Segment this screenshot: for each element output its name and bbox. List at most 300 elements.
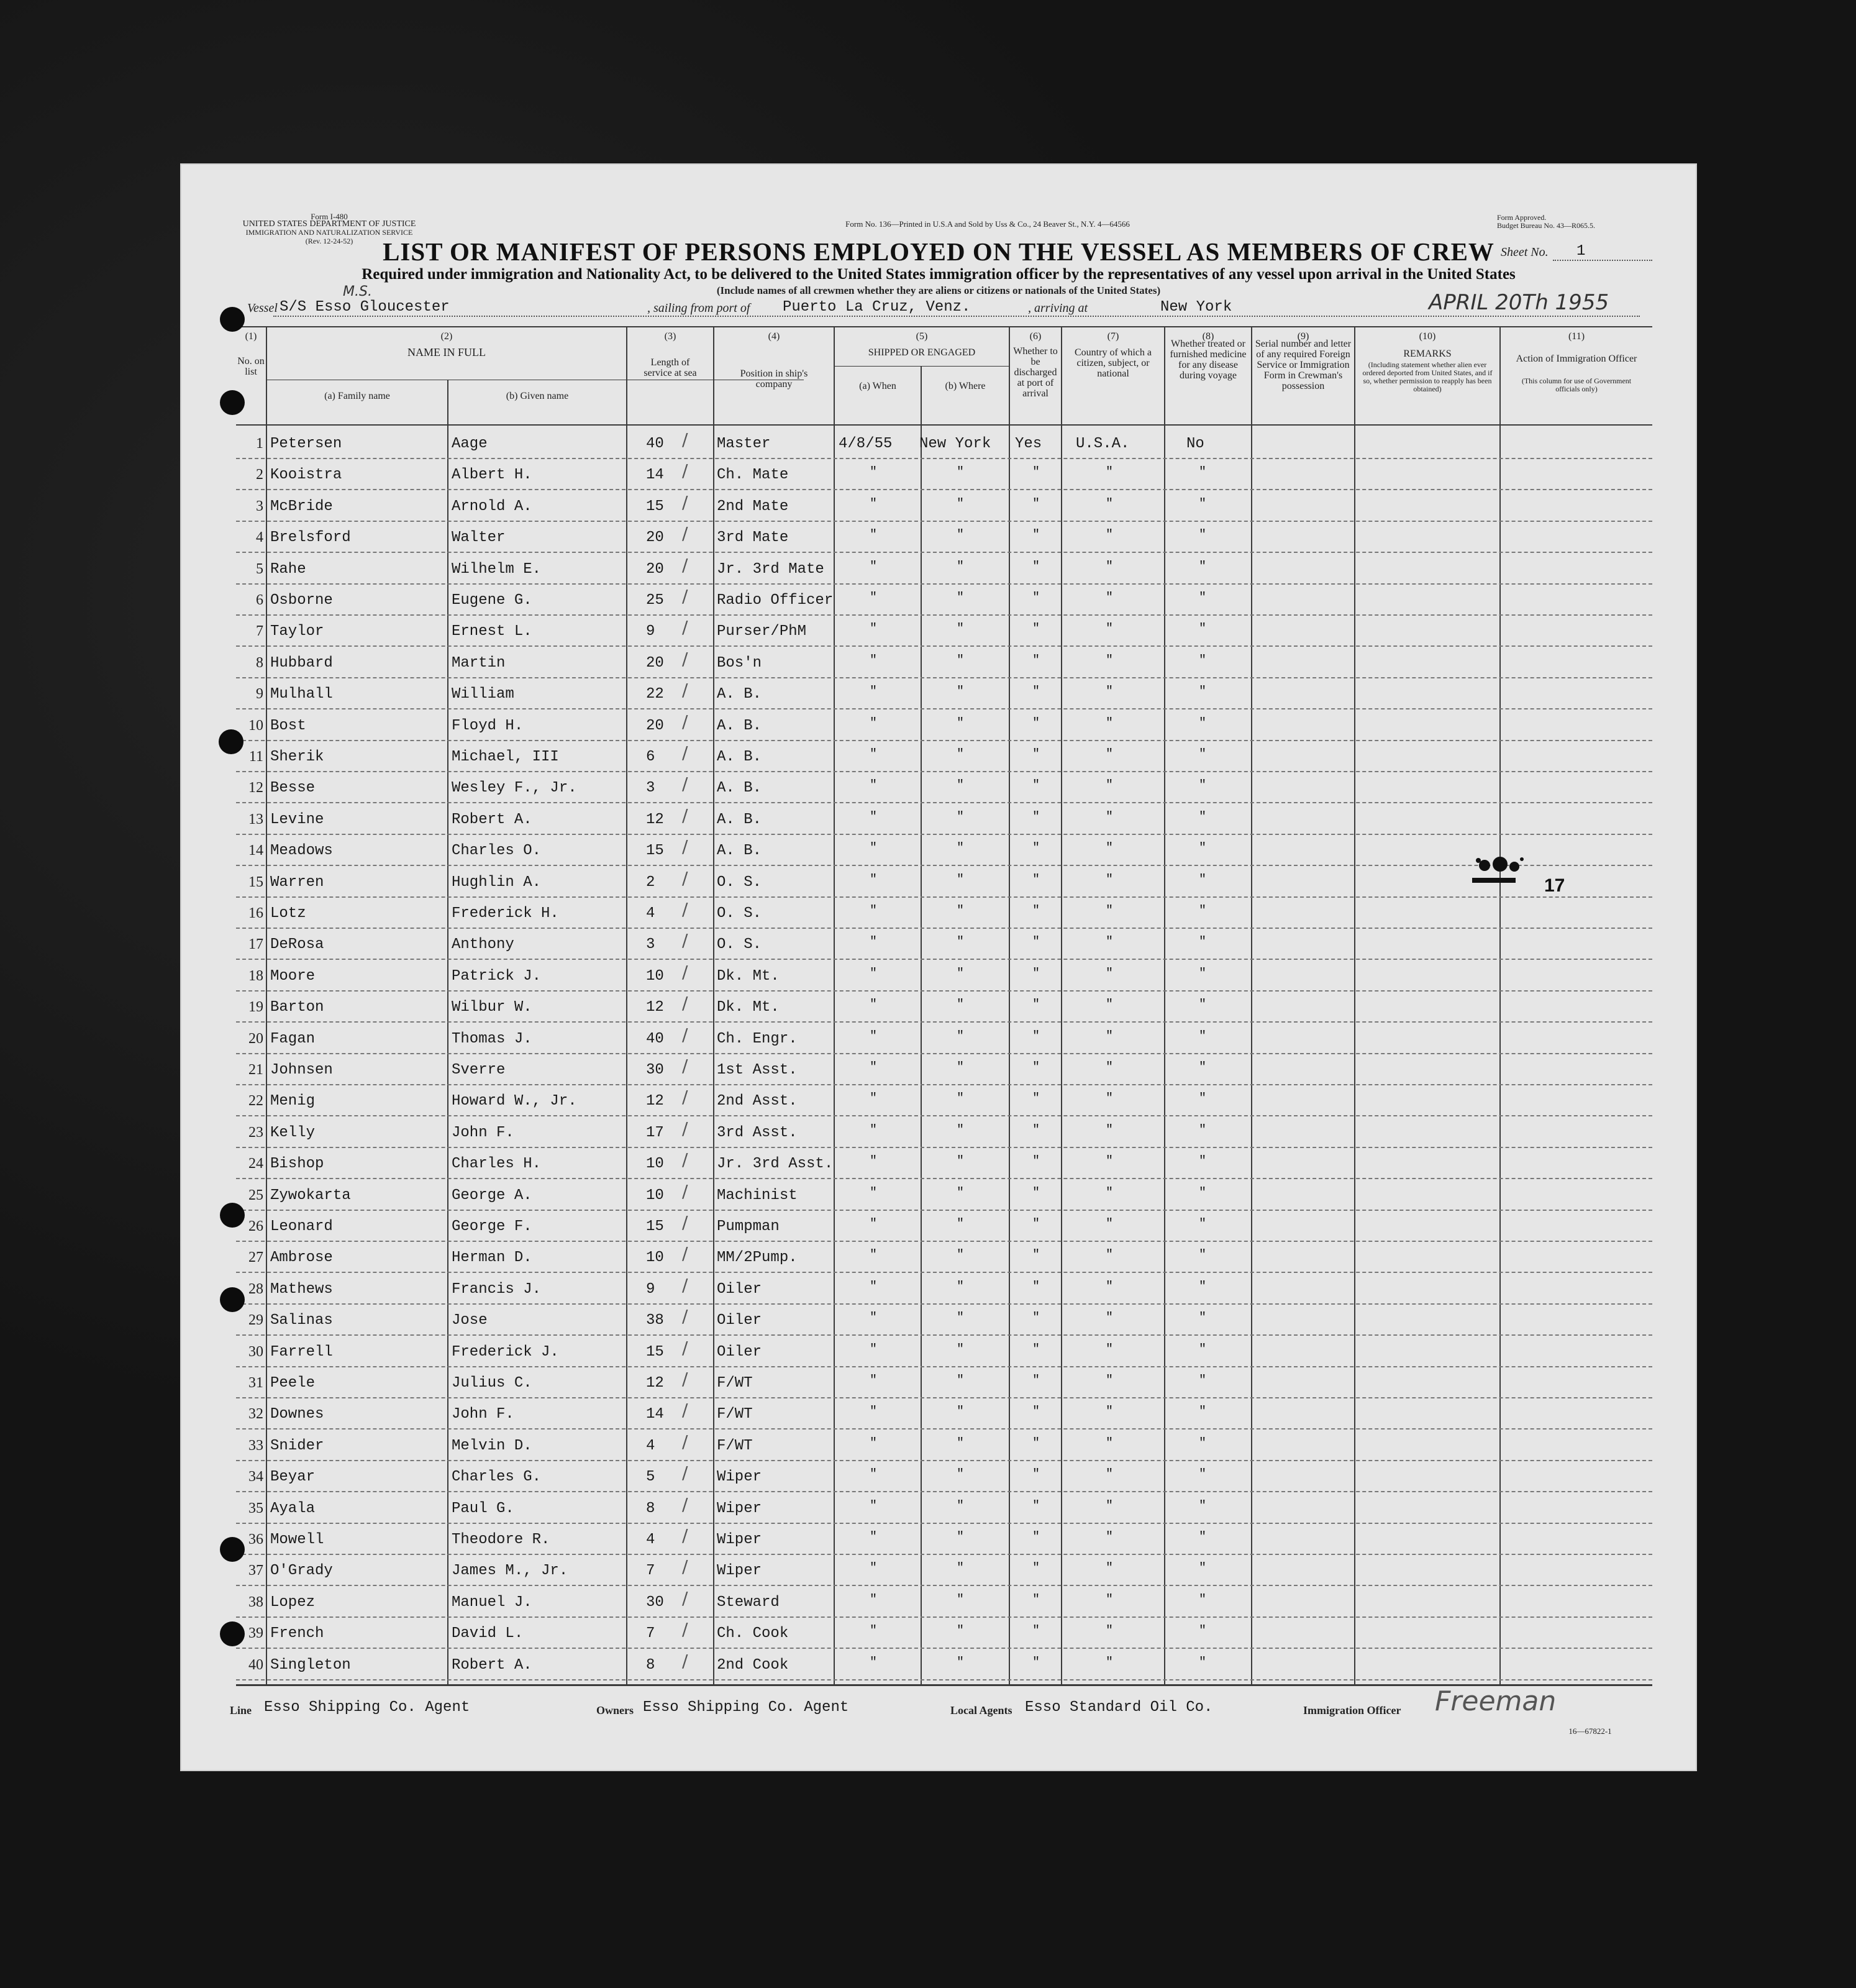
family-name: Singleton (270, 1656, 351, 1674)
manifest-title: LIST OR MANIFEST OF PERSONS EMPLOYED ON THE VESSEL AS MEMBERS OF CREW (383, 237, 1494, 266)
ditto-mark: " (1199, 998, 1207, 1013)
service-years: 4 (646, 1531, 655, 1548)
form-code: 16—67822-1 (1568, 1726, 1612, 1736)
ditto-mark: " (1106, 778, 1114, 793)
given-name: Robert A. (452, 1656, 532, 1674)
ditto-mark: " (1032, 528, 1040, 543)
ditto-mark: " (870, 1405, 878, 1420)
service-years: 15 (646, 1218, 664, 1235)
col-divider-3 (713, 326, 714, 1684)
row-number: 20 (248, 1030, 263, 1047)
service-years: 3 (646, 780, 655, 797)
col-divider-9 (1354, 326, 1355, 1684)
row-number: 7 (256, 623, 263, 640)
check-tick: / (682, 648, 688, 669)
ditto-mark: " (1199, 1655, 1207, 1670)
row-rule (236, 740, 1652, 741)
family-name: French (270, 1625, 324, 1643)
row-number: 29 (248, 1312, 263, 1329)
vessel-name: S/S Esso Gloucester (280, 299, 450, 316)
discharged: Yes (1015, 435, 1042, 452)
ditto-mark: " (1106, 1311, 1114, 1326)
ditto-mark: " (1032, 496, 1040, 511)
ditto-mark: " (1106, 1655, 1114, 1670)
row-rule (236, 1147, 1652, 1148)
check-tick: / (682, 1056, 688, 1076)
ditto-mark: " (1106, 1185, 1114, 1200)
check-tick: / (682, 1462, 688, 1484)
row-number: 2 (256, 467, 263, 483)
row-rule (236, 1053, 1652, 1054)
given-name: Michael, III (452, 749, 559, 765)
col-1-number: (1) (245, 331, 257, 342)
check-tick: / (682, 429, 688, 450)
stamp-mark (1466, 853, 1534, 896)
ditto-mark: " (1106, 528, 1114, 543)
ditto-mark: " (957, 872, 965, 887)
ditto-mark: " (1199, 1342, 1207, 1357)
ditto-mark: " (1106, 465, 1114, 480)
ditto-mark: " (1106, 747, 1114, 762)
stamp-number: 17 (1544, 875, 1565, 896)
ditto-mark: " (1032, 872, 1040, 887)
family-name: Lopez (270, 1594, 316, 1611)
given-name: Francis J. (452, 1280, 542, 1298)
col-2a-header: (a) Family name (324, 391, 390, 401)
table-top-border (236, 326, 1652, 327)
ditto-mark: " (1032, 1374, 1040, 1388)
ship-position: 2nd Mate (717, 498, 789, 515)
service-years: 12 (646, 1093, 664, 1110)
row-number: 35 (248, 1500, 263, 1516)
ditto-mark: " (1032, 998, 1040, 1013)
ditto-mark: " (957, 1154, 965, 1169)
col-4-header: Position in ship's company (740, 368, 808, 390)
ditto-mark: " (957, 998, 965, 1013)
arrival-date: APRIL 20Th 1955 (1429, 290, 1609, 315)
service-years: 5 (646, 1469, 655, 1486)
ditto-mark: " (957, 1248, 965, 1263)
family-name: Kooistra (270, 467, 342, 484)
row-number: 40 (248, 1656, 263, 1673)
row-number: 3 (256, 498, 263, 514)
ditto-mark: " (1199, 904, 1207, 918)
ditto-mark: " (1032, 1405, 1040, 1420)
ditto-mark: " (1199, 1498, 1207, 1513)
family-name: Bost (270, 717, 306, 734)
ditto-mark: " (1106, 559, 1114, 574)
given-name: Albert H. (452, 467, 532, 484)
row-number: 13 (248, 811, 263, 828)
ship-position: O. S. (717, 905, 762, 922)
row-rule (236, 521, 1652, 522)
row-number: 36 (248, 1531, 263, 1548)
row-number: 16 (248, 905, 263, 921)
ditto-mark: " (1106, 716, 1114, 731)
ditto-mark: " (1032, 904, 1040, 918)
ditto-mark: " (1199, 653, 1207, 668)
ditto-mark: " (1106, 1123, 1114, 1138)
ditto-mark: " (957, 1592, 965, 1607)
row-rule (236, 1272, 1652, 1273)
row-number: 21 (248, 1062, 263, 1078)
local-agents-label: Local Agents (950, 1704, 1012, 1717)
service-years: 20 (646, 717, 664, 734)
ditto-mark: " (1106, 1436, 1114, 1451)
ditto-mark: " (1032, 1248, 1040, 1263)
row-number: 31 (248, 1375, 263, 1391)
ditto-mark: " (1199, 465, 1207, 480)
given-name: Robert A. (452, 811, 532, 828)
ditto-mark: " (1032, 1561, 1040, 1576)
ditto-mark: " (870, 1436, 878, 1451)
given-name: Jose (452, 1312, 488, 1329)
ditto-mark: " (870, 496, 878, 511)
row-rule (236, 1303, 1652, 1305)
check-tick: / (682, 1149, 688, 1170)
service-years: 40 (646, 435, 664, 452)
row-number: 15 (248, 873, 263, 890)
check-tick: / (682, 930, 688, 951)
ditto-mark: " (957, 716, 965, 731)
agency-line-2: IMMIGRATION AND NATURALIZATION SERVICE (245, 228, 413, 237)
given-name: Wilbur W. (452, 999, 532, 1016)
check-tick: / (682, 1180, 688, 1201)
given-name: George F. (452, 1218, 532, 1235)
row-rule (236, 928, 1652, 929)
check-tick: / (682, 1243, 688, 1264)
ditto-mark: " (1199, 872, 1207, 887)
ditto-mark: " (1199, 1154, 1207, 1169)
ditto-mark: " (1032, 935, 1040, 950)
row-rule (236, 1523, 1652, 1524)
row-rule (236, 1554, 1652, 1555)
row-rule (236, 614, 1652, 616)
ditto-mark: " (957, 1498, 965, 1513)
ditto-mark: " (1106, 1561, 1114, 1576)
row-rule (236, 834, 1652, 835)
row-number: 10 (248, 717, 263, 734)
service-years: 17 (646, 1124, 664, 1141)
ditto-mark: " (1032, 1279, 1040, 1294)
check-tick: / (682, 1369, 688, 1389)
row-rule (236, 645, 1652, 647)
row-number: 33 (248, 1437, 263, 1454)
family-name: DeRosa (270, 936, 324, 954)
ditto-mark: " (957, 465, 965, 480)
vessel-annotation: M.S. (343, 284, 372, 299)
ship-position: Machinist (717, 1187, 798, 1204)
family-name: Beyar (270, 1469, 316, 1486)
ditto-mark: " (1106, 841, 1114, 856)
ditto-mark: " (1032, 778, 1040, 793)
family-name: Bishop (270, 1156, 324, 1173)
row-number: 22 (248, 1093, 263, 1110)
printer-note: Form No. 136—Printed in U.S.A and Sold by Uss & Co., 24 Beaver St., N.Y. 4—64566 (845, 219, 1130, 229)
ditto-mark: " (870, 622, 878, 637)
given-name: Sverre (452, 1062, 506, 1078)
col-5b-header: (b) Where (945, 381, 986, 391)
arriving-label: , arriving at (1028, 301, 1088, 315)
given-name: Aage (452, 435, 488, 452)
given-name: Frederick H. (452, 905, 559, 922)
ditto-mark: " (1032, 1060, 1040, 1075)
ditto-mark: " (1199, 622, 1207, 637)
given-name: Eugene G. (452, 592, 532, 609)
col-7-header: Country of which a citizen, subject, or national (1075, 347, 1152, 379)
col-10-number: (10) (1419, 331, 1436, 342)
manifest-subtitle: Required under immigration and Nationality Act, to be delivered to the United States immigration officer by the representatives of any vessel upon arrival in the United States (362, 266, 1516, 283)
service-years: 15 (646, 1343, 664, 1361)
ditto-mark: " (957, 809, 965, 824)
given-name: David L. (452, 1625, 524, 1643)
service-years: 22 (646, 686, 664, 703)
ditto-mark: " (1106, 1624, 1114, 1639)
check-tick: / (682, 1087, 688, 1108)
line-label: Line (230, 1704, 252, 1717)
ditto-mark: " (1032, 1592, 1040, 1607)
col-6-header: Whether to be discharged at port of arrival (1013, 346, 1058, 399)
row-rule (236, 865, 1652, 866)
immigration-officer-signature: Freeman (1435, 1685, 1557, 1717)
approval-line-1: Form Approved. (1497, 213, 1547, 222)
given-name: John F. (452, 1406, 514, 1423)
family-name: Rahe (270, 560, 306, 578)
row-number: 17 (248, 936, 263, 953)
family-name: Mathews (270, 1280, 333, 1298)
ditto-mark: " (1106, 998, 1114, 1013)
manifest-note: (Include names of all crewmen whether they are aliens or citizens or nationals of the United States) (716, 285, 1161, 296)
given-name: Julius C. (452, 1375, 532, 1392)
ditto-mark: " (957, 1029, 965, 1044)
ditto-mark: " (1199, 1530, 1207, 1544)
given-name: Manuel J. (452, 1594, 532, 1611)
col-8-header: Whether treated or furnished medicine for any disease during voyage (1170, 339, 1247, 381)
col-divider-2 (626, 326, 627, 1684)
check-tick: / (682, 554, 688, 575)
ditto-mark: " (1032, 966, 1040, 981)
ditto-mark: " (1199, 1279, 1207, 1294)
family-name: Barton (270, 999, 324, 1016)
check-tick: / (682, 899, 688, 919)
check-tick: / (682, 1650, 688, 1671)
ditto-mark: " (1199, 1123, 1207, 1138)
row-number: 8 (256, 654, 263, 671)
service-years: 15 (646, 842, 664, 860)
row-rule (236, 1084, 1652, 1085)
ditto-mark: " (1032, 591, 1040, 605)
row-rule (236, 1366, 1652, 1367)
family-name: O'Grady (270, 1562, 333, 1580)
ditto-mark: " (1199, 1624, 1207, 1639)
ditto-mark: " (1032, 1342, 1040, 1357)
ditto-mark: " (957, 591, 965, 605)
check-tick: / (682, 1431, 688, 1452)
ditto-mark: " (957, 1342, 965, 1357)
service-years: 10 (646, 1187, 664, 1204)
family-name: Sherik (270, 749, 324, 765)
ditto-mark: " (1032, 1655, 1040, 1670)
given-name: John F. (452, 1124, 514, 1141)
citizenship-country: U.S.A. (1076, 435, 1130, 452)
ditto-mark: " (1199, 1467, 1207, 1482)
ditto-mark: " (1032, 1624, 1040, 1639)
ditto-mark: " (870, 1154, 878, 1169)
check-tick: / (682, 617, 688, 638)
ditto-mark: " (1199, 1217, 1207, 1231)
vessel-label: Vessel (247, 301, 278, 315)
ship-position: A. B. (717, 686, 762, 703)
col-4-number: (4) (768, 331, 780, 342)
col-2-header: NAME IN FULL (407, 346, 486, 358)
col-9-number: (9) (1297, 331, 1309, 342)
ditto-mark: " (870, 1374, 878, 1388)
ship-position: 3rd Mate (717, 529, 789, 547)
service-years: 12 (646, 999, 664, 1016)
ditto-mark: " (1199, 559, 1207, 574)
ditto-mark: " (1032, 465, 1040, 480)
given-name: Herman D. (452, 1249, 532, 1267)
col-2-number: (2) (440, 331, 453, 342)
ditto-mark: " (870, 1655, 878, 1670)
ditto-mark: " (870, 653, 878, 668)
ditto-mark: " (1199, 809, 1207, 824)
row-number: 37 (248, 1562, 263, 1579)
given-name: Anthony (452, 936, 514, 954)
ditto-mark: " (1199, 496, 1207, 511)
check-tick: / (682, 742, 688, 763)
check-tick: / (682, 680, 688, 701)
immigration-officer-label: Immigration Officer (1303, 1704, 1401, 1717)
ditto-mark: " (1032, 622, 1040, 637)
ditto-mark: " (1199, 716, 1207, 731)
col-10-note: (Including statement whether alien ever ordered deported from United States, and if so, whether permission to reapply has been obtained) (1362, 360, 1493, 393)
family-name: Salinas (270, 1312, 333, 1329)
ditto-mark: " (870, 1498, 878, 1513)
row-number: 32 (248, 1406, 263, 1423)
row-rule (236, 708, 1652, 709)
ditto-mark: " (1032, 1029, 1040, 1044)
ditto-mark: " (1199, 966, 1207, 981)
ditto-mark: " (1106, 1467, 1114, 1482)
service-years: 8 (646, 1500, 655, 1517)
check-tick: / (682, 867, 688, 888)
ditto-mark: " (1199, 841, 1207, 856)
ditto-mark: " (957, 685, 965, 700)
family-name: Lotz (270, 905, 306, 922)
ship-position: Master (717, 435, 771, 452)
sheet-underline (1553, 260, 1652, 261)
check-tick: / (682, 1525, 688, 1546)
row-number: 14 (248, 842, 263, 859)
ditto-mark: " (1106, 966, 1114, 981)
punch-hole (220, 390, 245, 415)
family-name: Fagan (270, 1030, 316, 1047)
row-rule (236, 677, 1652, 678)
ditto-mark: " (1106, 1530, 1114, 1544)
given-name: George A. (452, 1187, 532, 1204)
ship-position: Wiper (717, 1469, 762, 1486)
service-years: 7 (646, 1625, 655, 1643)
arrival-port: New York (1160, 299, 1232, 316)
ditto-mark: " (870, 1561, 878, 1576)
service-years: 12 (646, 811, 664, 828)
col-divider-8 (1251, 326, 1252, 1684)
check-tick: / (682, 586, 688, 606)
check-tick: / (682, 773, 688, 795)
ditto-mark: " (870, 1217, 878, 1231)
ditto-mark: " (870, 809, 878, 824)
ditto-mark: " (870, 591, 878, 605)
col-11-header: Action of Immigration Officer (1516, 353, 1637, 364)
ditto-mark: " (870, 1530, 878, 1544)
ditto-mark: " (1032, 1467, 1040, 1482)
ship-position: O. S. (717, 873, 762, 891)
ditto-mark: " (870, 559, 878, 574)
row-number: 4 (256, 529, 263, 546)
row-rule (236, 1021, 1652, 1023)
service-years: 4 (646, 905, 655, 922)
ditto-mark: " (957, 653, 965, 668)
check-tick: / (682, 1493, 688, 1515)
ship-position: Oiler (717, 1280, 762, 1298)
row-rule (236, 802, 1652, 803)
check-tick: / (682, 491, 688, 513)
ditto-mark: " (1106, 935, 1114, 950)
ditto-mark: " (957, 904, 965, 918)
ditto-mark: " (870, 1123, 878, 1138)
ship-position: F/WT (717, 1375, 753, 1392)
ditto-mark: " (1199, 1592, 1207, 1607)
col-divider-4 (834, 326, 835, 1684)
punch-hole (219, 729, 243, 754)
ship-position: Ch. Cook (717, 1625, 789, 1643)
given-name: Charles H. (452, 1156, 542, 1173)
ditto-mark: " (957, 1655, 965, 1670)
service-years: 12 (646, 1375, 664, 1392)
given-name: James M., Jr. (452, 1562, 568, 1580)
check-tick: / (682, 961, 688, 982)
ditto-mark: " (957, 1561, 965, 1576)
row-number: 24 (248, 1156, 263, 1172)
family-name: Snider (270, 1437, 324, 1454)
ditto-mark: " (957, 1405, 965, 1420)
ditto-mark: " (1199, 1405, 1207, 1420)
col-5-number: (5) (916, 331, 928, 342)
ditto-mark: " (870, 998, 878, 1013)
ditto-mark: " (1106, 809, 1114, 824)
form-number: Form I-480 (311, 212, 348, 221)
service-years: 2 (646, 873, 655, 891)
ship-position: F/WT (717, 1406, 753, 1423)
punch-hole (220, 1203, 245, 1228)
ditto-mark: " (1032, 1498, 1040, 1513)
ditto-mark: " (1199, 1374, 1207, 1388)
ditto-mark: " (870, 465, 878, 480)
family-name: Ayala (270, 1500, 316, 1517)
ship-position: Wiper (717, 1500, 762, 1517)
family-name: Leonard (270, 1218, 333, 1235)
given-name: Paul G. (452, 1500, 514, 1517)
ditto-mark: " (870, 1467, 878, 1482)
check-tick: / (682, 460, 688, 481)
row-rule (236, 1428, 1652, 1429)
check-tick: / (682, 1400, 688, 1421)
ditto-mark: " (1106, 1342, 1114, 1357)
service-years: 40 (646, 1030, 664, 1047)
col-11-number: (11) (1568, 331, 1585, 342)
row-number: 18 (248, 967, 263, 984)
